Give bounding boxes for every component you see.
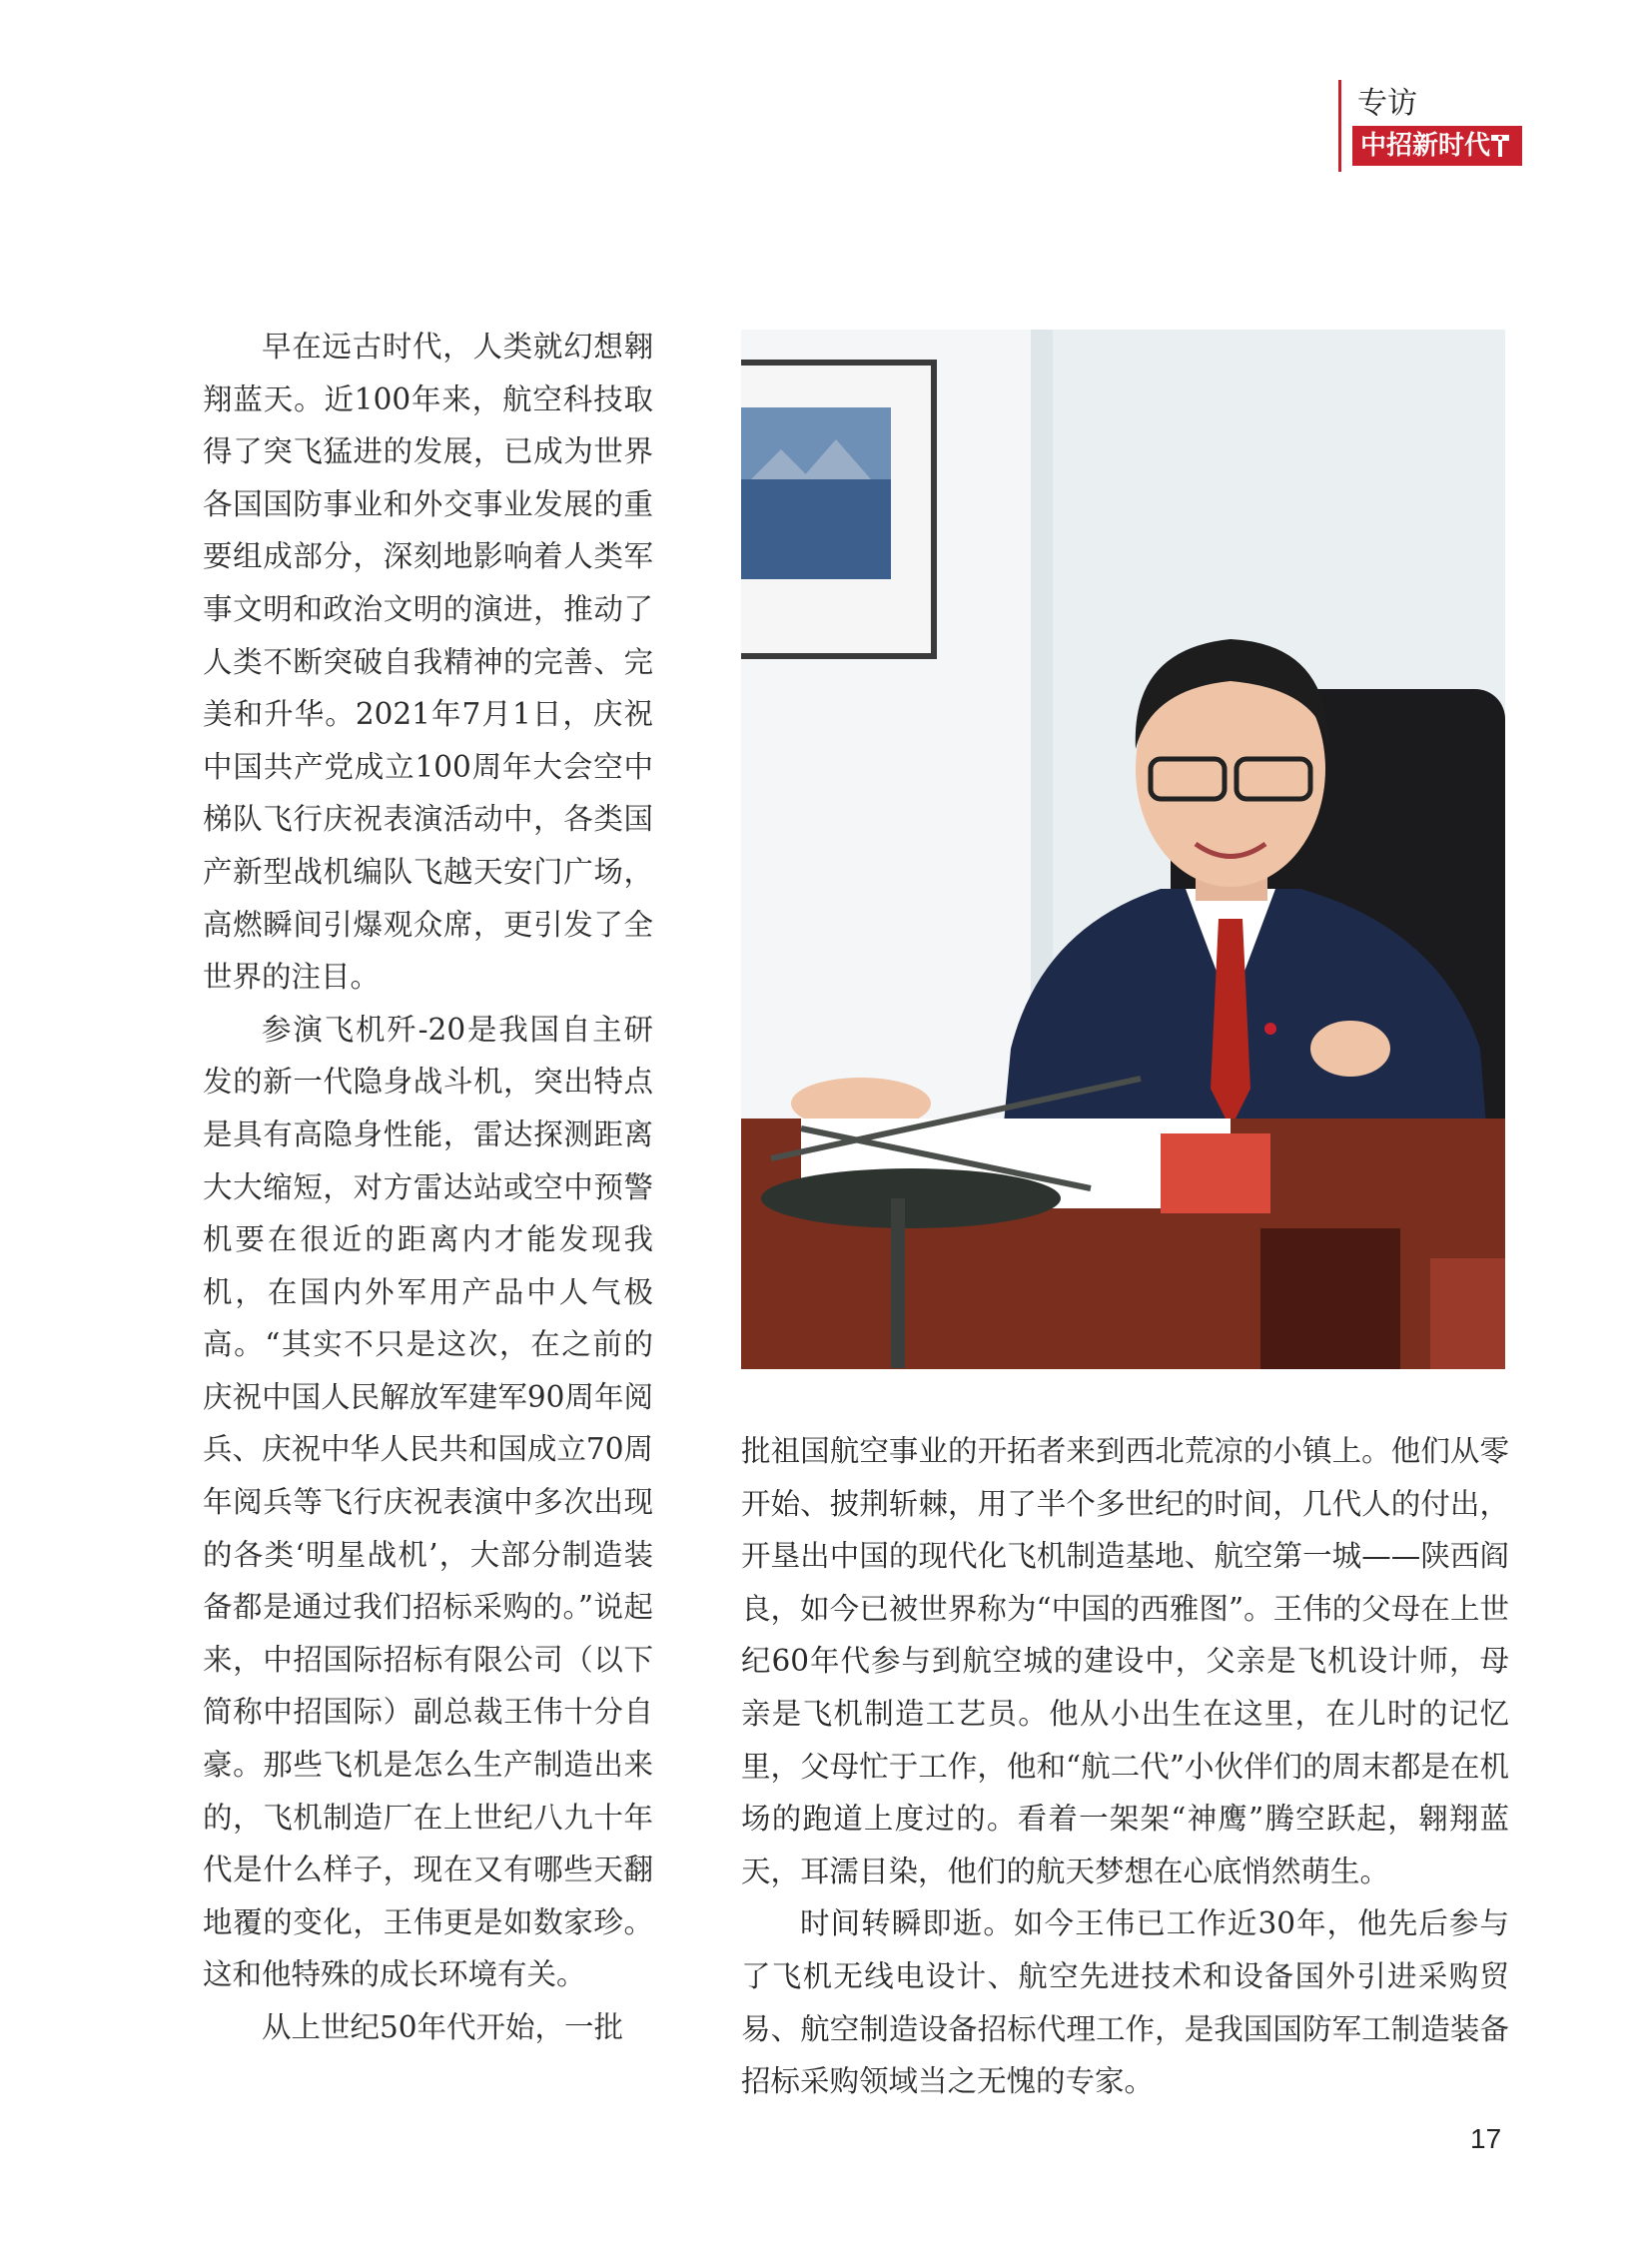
portrait-photo bbox=[741, 330, 1505, 1369]
paragraph: 早在远古时代，人类就幻想翱翔蓝天。近100年来，航空科技取得了突飞猛进的发展，已成为世界各国国防事业和外交事业发展的重要组成部分，深刻地影响着人类军事文明和政治文明的演进，推动了人类不断突破自我精神的完善、完美和升华。2021年7月1日，庆祝中国共产党成立100周年大会空中梯队飞行庆祝表演活动中，各类国产新型战机编队飞越天安门广场，高燃瞬间引爆观众席，更引发了全世界的注目。 bbox=[203, 330, 653, 995]
article-column-right bbox=[741, 1425, 1509, 2108]
paragraph: 时间转瞬即逝。如今王伟已工作近30年，他先后参与了飞机无线电设计、航空先进技术和设备国外引进采购贸易、航空制造设备招标代理工作，是我国国防军工制造装备招标采购领域当之无愧的专家。 bbox=[741, 1906, 1509, 2099]
brand-name: 中招新时代 bbox=[1360, 131, 1491, 161]
article-column-left bbox=[203, 321, 653, 2054]
portrait-illustration bbox=[741, 330, 1505, 1369]
paragraph: 批祖国航空事业的开拓者来到西北荒凉的小镇上。他们从零开始、披荆斩棘，用了半个多世纪的时间，几代人的付出，开垦出中国的现代化飞机制造基地、航空第一城——陕西阎良，如今已被世界称为“中国的西雅图”。王伟的父母在上世纪60年代参与到航空城的建设中，父亲是飞机设计师，母亲是飞机制造工艺员。他从小出生在这里，在儿时的记忆里，父母忙于工作，他和“航二代”小伙伴们的周末都是在机场的跑道上度过的。看着一架架“神鹰”腾空跃起，翱翔蓝天，耳濡目染，他们的航天梦想在心底悄然萌生。 bbox=[741, 1434, 1509, 1888]
magazine-brand bbox=[1352, 126, 1522, 166]
brand-logo-icon bbox=[1488, 132, 1512, 160]
paragraph: 从上世纪50年代开始，一批 bbox=[262, 2010, 624, 2044]
section-label: 专访 bbox=[1357, 86, 1417, 121]
paragraph: 参演飞机歼-20是我国自主研发的新一代隐身战斗机，突出特点是具有高隐身性能，雷达探测距离大大缩短，对方雷达站或空中预警机要在很近的距离内才能发现我机，在国内外军用产品中人气极高。“其实不只是这次，在之前的庆祝中国人民解放军建军90周年阅兵、庆祝中华人民共和国成立70周年阅兵等飞行庆祝表演中多次出现的各类‘明星战机’，大部分制造装备都是通过我们招标采购的。”说起来，中招国际招标有限公司（以下简称中招国际）副总裁王伟十分自豪。那些飞机是怎么生产制造出来的，飞机制造厂在上世纪八九十年代是什么样子，现在又有哪些天翻地覆的变化，王伟更是如数家珍。这和他特殊的成长环境有关。 bbox=[203, 1012, 653, 1992]
header-divider bbox=[1338, 80, 1341, 172]
page-number: 17 bbox=[1470, 2123, 1502, 2154]
